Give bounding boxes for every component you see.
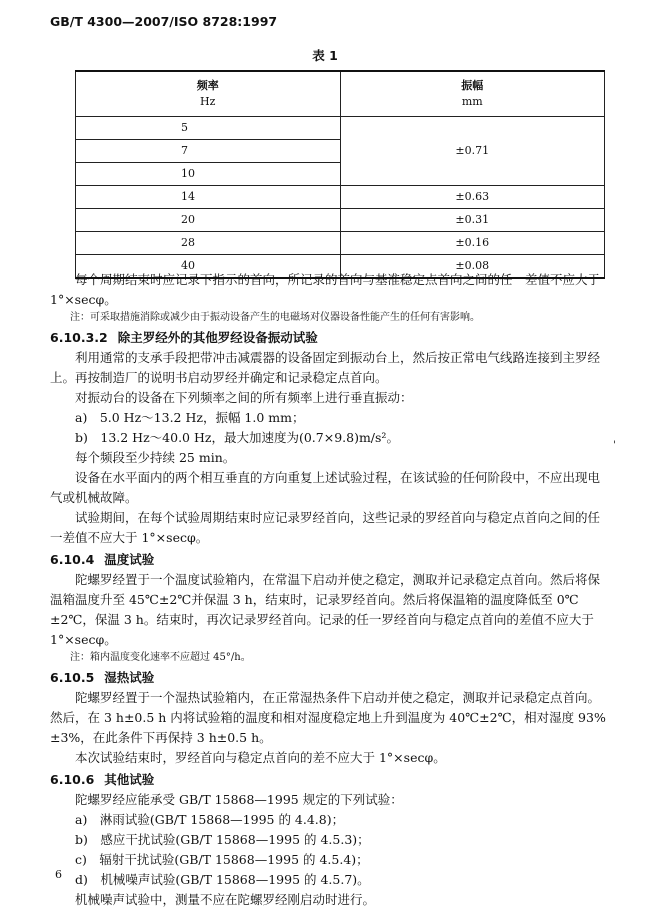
col-frequency-header [76,71,341,117]
paragraph: 本次试验结束时，罗经首向与稳定点首向的差不应大于 1°×secφ。 [75,750,446,765]
table-row [76,232,605,255]
freq-cell: 40 [76,255,341,279]
col-amplitude-label: 振幅 [461,78,484,92]
scan-mark: ' [613,440,616,451]
section-title: 其他试验 [104,772,155,787]
section-title: 湿热试验 [104,670,155,685]
table-row [76,209,605,232]
paragraph: 每个周期结束时应记录下指示的首向，所记录的首向与基准稳定点首向之间的任一差值不应大于1°×secφ。 [50,272,601,307]
col-frequency-label: 频率 [196,78,219,92]
freq-cell: 7 [76,140,341,163]
note: 注：可采取措施消除或减少由于振动设备产生的电磁场对仪器设备性能产生的任何有害影响。 [70,312,480,323]
page-number: 6 [55,868,62,881]
amp-cell: ±0.31 [340,209,605,232]
freq-cell: 5 [76,117,341,140]
table-title: 表 1 [312,48,338,63]
section-number: 6.10.5 [50,670,95,685]
freq-cell: 10 [76,163,341,186]
freq-cell: 14 [76,186,341,209]
amp-cell: ±0.63 [340,186,605,209]
section-heading-6-10-6 [50,770,610,790]
section-number: 6.10.3.2 [50,330,108,345]
section-title: 除主罗经外的其他罗经设备振动试验 [117,330,318,345]
paragraph: 陀螺罗经应能承受 GB/T 15868—1995 规定的下列试验： [75,792,403,807]
list-item: a) 淋雨试验(GB/T 15868—1995 的 4.4.8)； [75,812,345,827]
section-heading-6-10-5 [50,668,610,688]
paragraph: 机械噪声试验中，测量不应在陀螺罗经刚启动时进行。 [75,892,376,907]
list-item: a) 5.0 Hz～13.2 Hz，振幅 1.0 mm； [75,410,305,425]
paragraph: 对振动台的设备在下列频率之间的所有频率上进行垂直振动： [75,390,413,405]
paragraph: 设备在水平面内的两个相互垂直的方向重复上述试验过程，在该试验的任何阶段中，不应出现电气或机械故障。 [50,470,601,505]
section-heading-6-10-3-2 [50,328,610,348]
note: 注：箱内温度变化速率不应超过 45°/h。 [70,652,251,663]
table-row [76,117,605,140]
amp-cell: ±0.71 [340,117,605,186]
paragraph: 陀螺罗经置于一个湿热试验箱内，在正常湿热条件下启动并使之稳定，测取并记录稳定点首向。然后，在 3 h±0.5 h 内将试验箱的温度和相对湿度稳定地上升到温度为 40℃±2℃，相对湿度 93%±3%，在此条件下再保持 3 h±0.5 h。 [50,690,606,745]
paragraph: 陀螺罗经置于一个温度试验箱内，在常温下启动并使之稳定，测取并记录稳定点首向。然后将保温箱温度升至 45℃±2℃并保温 3 h，结束时，记录罗经首向。然后将保温箱的温度降低至 0℃±2℃，保温 3 h。结束时，再次记录罗经首向。记录的任一罗经首向与稳定点首向的差值不应大于 1°×secφ。 [50,572,601,647]
paragraph: 利用通常的支承手段把带冲击减震器的设备固定到振动台上，然后按正常电气线路连接到主罗经上。再按制造厂的说明书启动罗经并确定和记录稳定点首向。 [50,350,601,385]
table-row [76,186,605,209]
body-text [50,270,610,910]
freq-cell: 28 [76,232,341,255]
standard-header: GB/T 4300—2007/ISO 8728:1997 [50,14,278,29]
list-item: c) 辐射干扰试验(GB/T 15868—1995 的 4.5.4)； [75,852,369,867]
section-title: 温度试验 [104,552,155,567]
amp-cell: ±0.08 [340,255,605,279]
table-header-row [76,71,605,117]
section-number: 6.10.6 [50,772,95,787]
col-amplitude-unit: mm [461,95,483,108]
list-item: b) 感应干扰试验(GB/T 15868—1995 的 4.5.3)； [75,832,370,847]
freq-cell: 20 [76,209,341,232]
col-frequency-unit: Hz [200,95,216,108]
section-number: 6.10.4 [50,552,95,567]
paragraph: 试验期间，在每个试验周期结束时应记录罗经首向，这些记录的罗经首向与稳定点首向之间的任一差值不应大于 1°×secφ。 [50,510,601,545]
list-item: b) 13.2 Hz～40.0 Hz，最大加速度为(0.7×9.8)m/s²。 [75,430,399,445]
col-amplitude-header [340,71,605,117]
paragraph: 每个频段至少持续 25 min。 [75,450,236,465]
list-item: d) 机械噪声试验(GB/T 15868—1995 的 4.5.7)。 [75,872,370,887]
section-heading-6-10-4 [50,550,610,570]
amp-cell: ±0.16 [340,232,605,255]
frequency-amplitude-table [75,70,605,279]
